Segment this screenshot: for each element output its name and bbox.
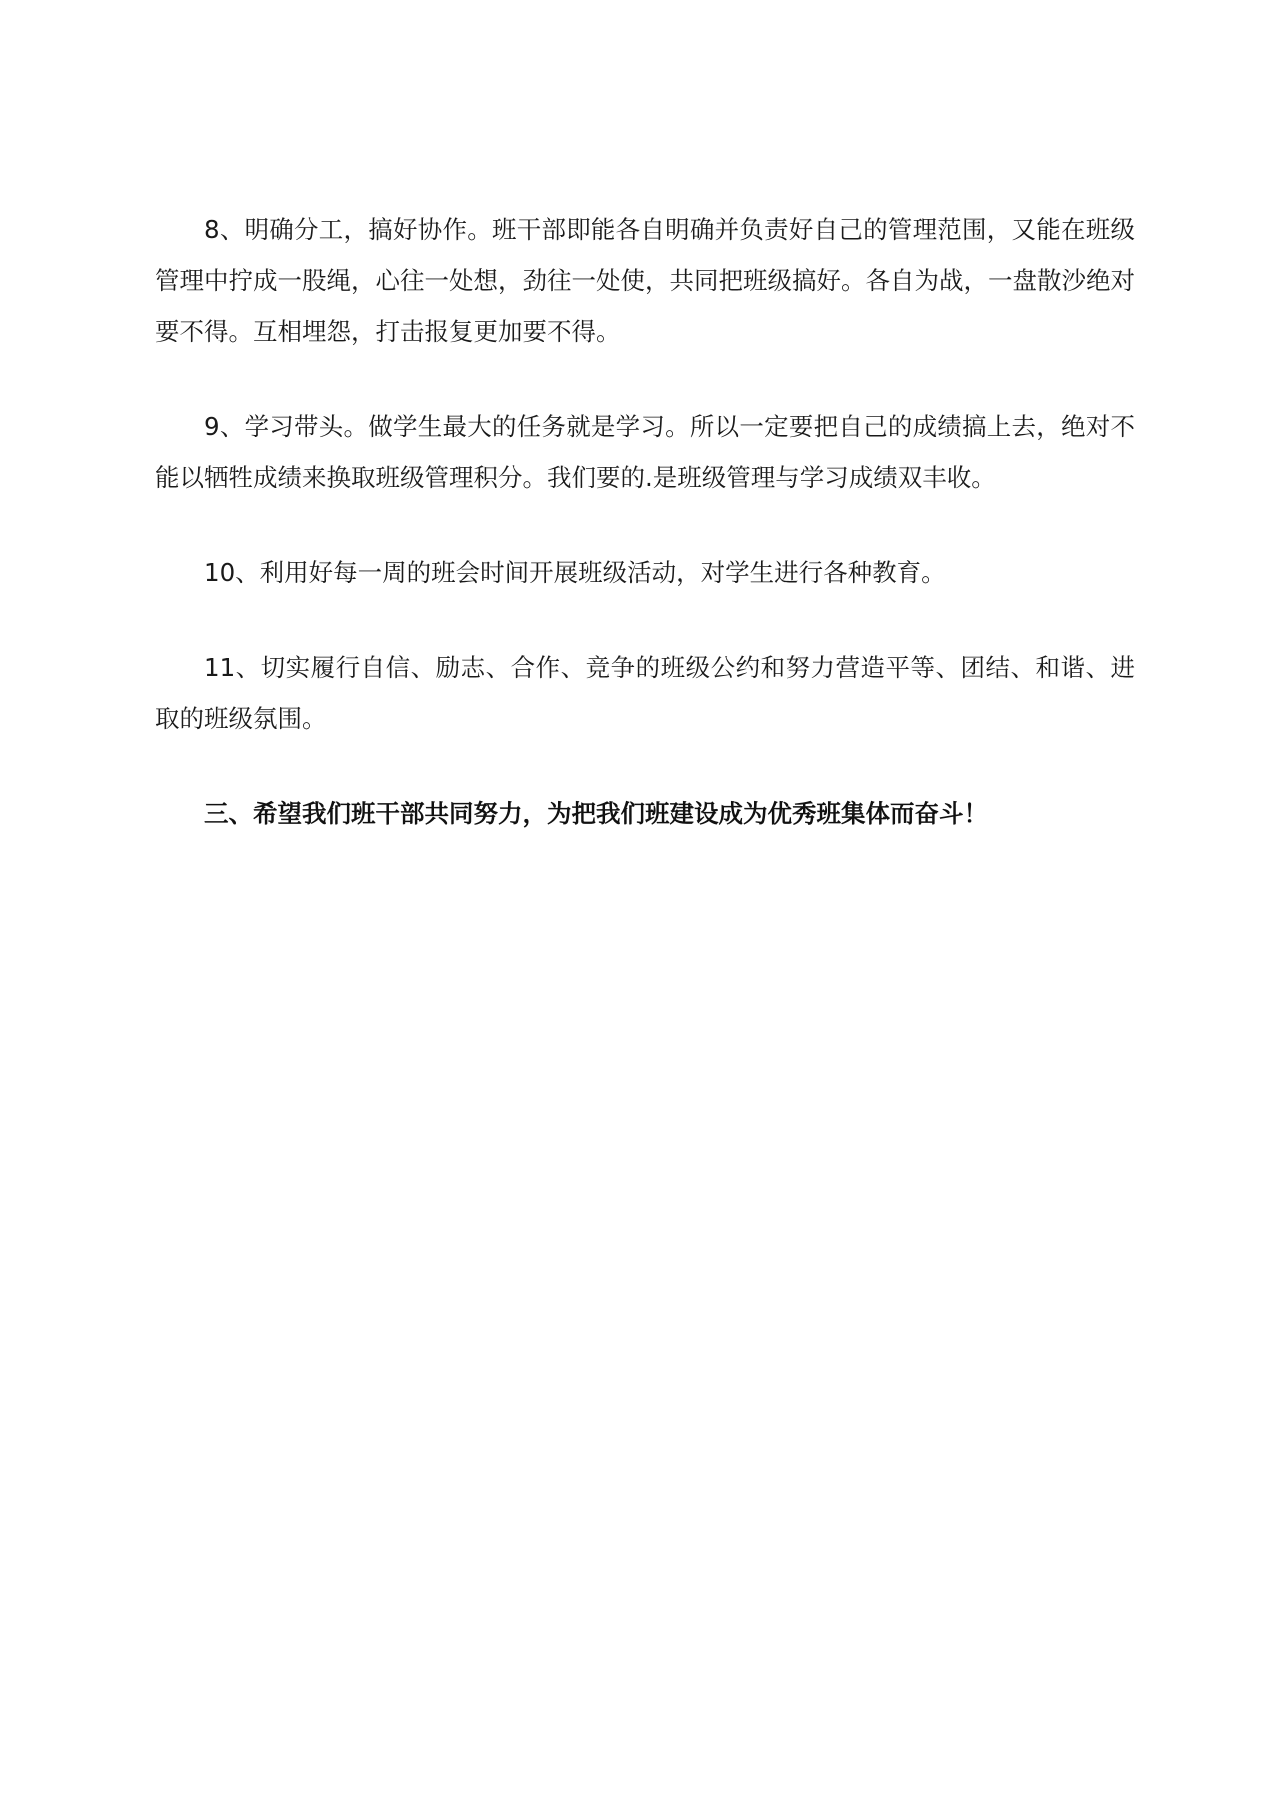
paragraph-item-11: 11、切实履行自信、励志、合作、竞争的班级公约和努力营造平等、团结、和谐、进取的班级氛围。: [155, 653, 1135, 733]
closing-statement: 三、希望我们班干部共同努力，为把我们班建设成为优秀班集体而奋斗！: [204, 799, 988, 828]
paragraph-item-8: 8、明确分工，搞好协作。班干部即能各自明确并负责好自己的管理范围，又能在班级管理中拧成一股绳，心往一处想，劲往一处使，共同把班级搞好。各自为战，一盘散沙绝对要不得。互相埋怨，打击报复更加要不得。: [155, 215, 1135, 346]
document-body: [155, 204, 1135, 883]
paragraph-item-9: 9、学习带头。做学生最大的任务就是学习。所以一定要把自己的成绩搞上去，绝对不能以牺牲成绩来换取班级管理积分。我们要的.是班级管理与学习成绩双丰收。: [155, 412, 1135, 492]
paragraph-item-10: 10、利用好每一周的班会时间开展班级活动，对学生进行各种教育。: [204, 558, 946, 587]
